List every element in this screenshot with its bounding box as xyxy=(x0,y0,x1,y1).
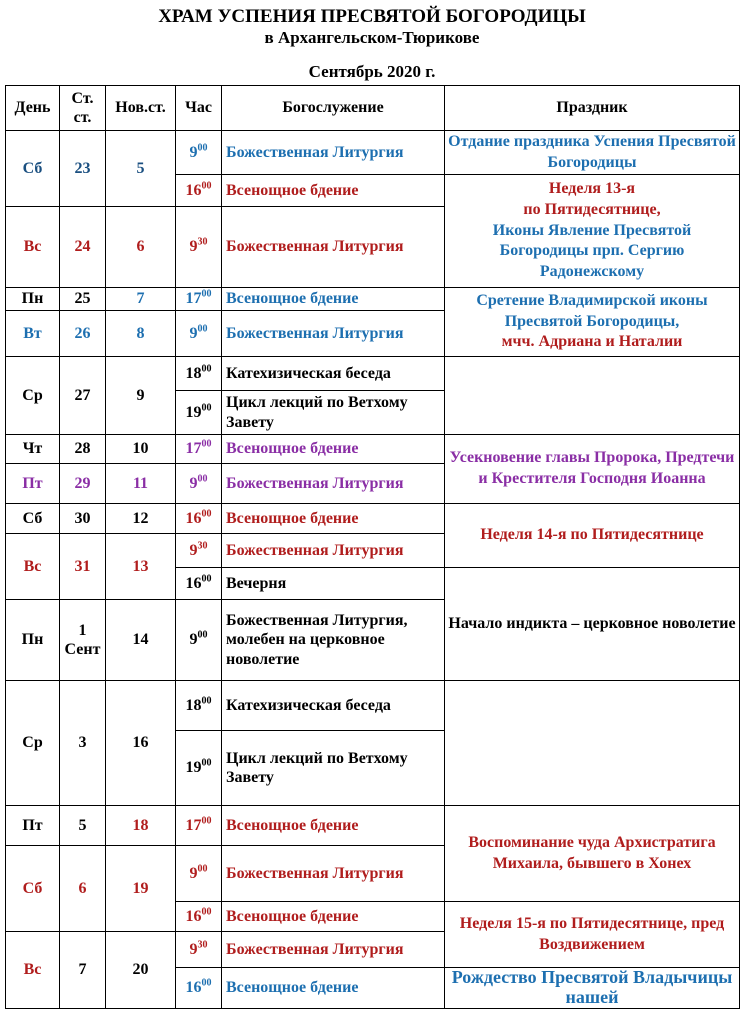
old-date-cell: 25 xyxy=(60,288,106,311)
old-date-cell: 27 xyxy=(60,357,106,435)
old-date-cell: 3 xyxy=(60,681,106,806)
hour-cell: $9^{00}$ xyxy=(176,131,222,175)
feast-cell: Сретение Владимирской иконы Пресвятой Богородицы, мчч. Адриана и Наталии xyxy=(445,288,740,357)
hour-cell: $16^{00}$ xyxy=(176,504,222,534)
service-cell: Вечерня xyxy=(222,568,445,600)
service-cell: Цикл лекций по Ветхому Завету xyxy=(222,391,445,435)
hour-cell: $16^{00}$ xyxy=(176,568,222,600)
table-row xyxy=(6,681,740,731)
day-cell: Пн xyxy=(6,600,60,681)
service-cell: Всенощное бдение xyxy=(222,902,445,932)
service-cell: Катехизическая беседа xyxy=(222,357,445,391)
new-date-cell: 19 xyxy=(106,846,176,932)
new-date-cell: 13 xyxy=(106,534,176,600)
new-date-cell: 20 xyxy=(106,932,176,1009)
service-cell: Божественная Литургия, молебен на церковное новолетие xyxy=(222,600,445,681)
service-cell: Всенощное бдение xyxy=(222,504,445,534)
old-date-cell: 29 xyxy=(60,464,106,504)
day-cell: Пт xyxy=(6,806,60,846)
page-title: ХРАМ УСПЕНИЯ ПРЕСВЯТОЙ БОГОРОДИЦЫ xyxy=(158,6,586,27)
col-header-service: Богослужение xyxy=(222,86,445,131)
day-cell: Вс xyxy=(6,534,60,600)
hour-cell: $19^{00}$ xyxy=(176,731,222,806)
col-header-hour: Час xyxy=(176,86,222,131)
service-cell: Божественная Литургия xyxy=(222,464,445,504)
hour-cell: $17^{00}$ xyxy=(176,288,222,311)
new-date-cell: 11 xyxy=(106,464,176,504)
old-date-cell: 6 xyxy=(60,846,106,932)
feast-cell: Рождество Пресвятой Владычицы нашей xyxy=(445,968,740,1009)
hour-cell: $9^{00}$ xyxy=(176,600,222,681)
table-row xyxy=(6,435,740,464)
table-row xyxy=(6,131,740,175)
hour-cell: $17^{00}$ xyxy=(176,435,222,464)
day-cell: Пт xyxy=(6,464,60,504)
new-date-cell: 18 xyxy=(106,806,176,846)
hour-cell: $9^{00}$ xyxy=(176,311,222,357)
new-date-cell: 10 xyxy=(106,435,176,464)
feast-cell xyxy=(445,681,740,806)
col-header-day: День xyxy=(6,86,60,131)
hour-cell: $19^{00}$ xyxy=(176,391,222,435)
day-cell: Вс xyxy=(6,207,60,288)
new-date-cell: 5 xyxy=(106,131,176,207)
col-header-new-style: Нов.ст. xyxy=(106,86,176,131)
page-subtitle: в Архангельском-Тюрикове xyxy=(264,28,480,47)
feast-cell: Воспоминание чуда Архистратига Михаила, бывшего в Хонех xyxy=(445,806,740,902)
day-cell: Пн xyxy=(6,288,60,311)
service-cell: Божественная Литургия xyxy=(222,534,445,568)
service-cell: Божественная Литургия xyxy=(222,932,445,968)
service-cell: Всенощное бдение xyxy=(222,968,445,1009)
hour-cell: $9^{30}$ xyxy=(176,932,222,968)
day-cell: Вт xyxy=(6,311,60,357)
hour-cell: $16^{00}$ xyxy=(176,175,222,207)
feast-cell xyxy=(445,357,740,435)
old-date-cell: 28 xyxy=(60,435,106,464)
old-date-cell: 26 xyxy=(60,311,106,357)
day-cell: Вс xyxy=(6,932,60,1009)
hour-cell: $9^{00}$ xyxy=(176,846,222,902)
hour-cell: $9^{30}$ xyxy=(176,534,222,568)
old-date-cell: 24 xyxy=(60,207,106,288)
service-cell: Цикл лекций по Ветхому Завету xyxy=(222,731,445,806)
new-date-cell: 9 xyxy=(106,357,176,435)
day-cell: Ср xyxy=(6,357,60,435)
service-cell: Всенощное бдение xyxy=(222,175,445,207)
hour-cell: $18^{00}$ xyxy=(176,357,222,391)
month-title: Сентябрь 2020 г. xyxy=(308,62,436,81)
old-date-cell: 23 xyxy=(60,131,106,207)
col-header-feast: Праздник xyxy=(445,86,740,131)
hour-cell: $16^{00}$ xyxy=(176,968,222,1009)
table-row xyxy=(6,288,740,311)
table-row xyxy=(6,357,740,391)
old-date-cell: 1 Сент xyxy=(60,600,106,681)
feast-cell: Начало индикта – церковное новолетие xyxy=(445,568,740,681)
service-cell: Божественная Литургия xyxy=(222,207,445,288)
feast-cell: Отдание праздника Успения Пресвятой Богородицы xyxy=(445,131,740,175)
hour-cell: $9^{00}$ xyxy=(176,464,222,504)
hour-cell: $9^{30}$ xyxy=(176,207,222,288)
service-cell: Божественная Литургия xyxy=(222,131,445,175)
service-cell: Всенощное бдение xyxy=(222,806,445,846)
new-date-cell: 6 xyxy=(106,207,176,288)
new-date-cell: 7 xyxy=(106,288,176,311)
feast-cell: Усекновение главы Пророка, Предтечи и Крестителя Господня Иоанна xyxy=(445,435,740,504)
service-cell: Катехизическая беседа xyxy=(222,681,445,731)
table-row xyxy=(6,806,740,846)
day-cell: Чт xyxy=(6,435,60,464)
table-row xyxy=(6,504,740,534)
feast-cell: Неделя 13-я по Пятидесятнице, Иконы Явление Пресвятой Богородицы прп. Сергию Радонежскому xyxy=(445,175,740,288)
old-date-cell: 7 xyxy=(60,932,106,1009)
day-cell: Сб xyxy=(6,131,60,207)
day-cell: Ср xyxy=(6,681,60,806)
old-date-cell: 5 xyxy=(60,806,106,846)
feast-cell: Неделя 14-я по Пятидесятнице xyxy=(445,504,740,568)
hour-cell: $17^{00}$ xyxy=(176,806,222,846)
schedule-table xyxy=(5,85,740,1009)
service-cell: Божественная Литургия xyxy=(222,311,445,357)
new-date-cell: 8 xyxy=(106,311,176,357)
feast-cell: Неделя 15-я по Пятидесятнице, пред Воздвижением xyxy=(445,902,740,968)
table-header-row xyxy=(6,86,740,131)
new-date-cell: 12 xyxy=(106,504,176,534)
day-cell: Сб xyxy=(6,504,60,534)
new-date-cell: 14 xyxy=(106,600,176,681)
col-header-old-style: Ст. ст. xyxy=(60,86,106,131)
hour-cell: $16^{00}$ xyxy=(176,902,222,932)
old-date-cell: 31 xyxy=(60,534,106,600)
hour-cell: $18^{00}$ xyxy=(176,681,222,731)
service-cell: Всенощное бдение xyxy=(222,288,445,311)
service-cell: Божественная Литургия xyxy=(222,846,445,902)
old-date-cell: 30 xyxy=(60,504,106,534)
new-date-cell: 16 xyxy=(106,681,176,806)
day-cell: Сб xyxy=(6,846,60,932)
service-cell: Всенощное бдение xyxy=(222,435,445,464)
